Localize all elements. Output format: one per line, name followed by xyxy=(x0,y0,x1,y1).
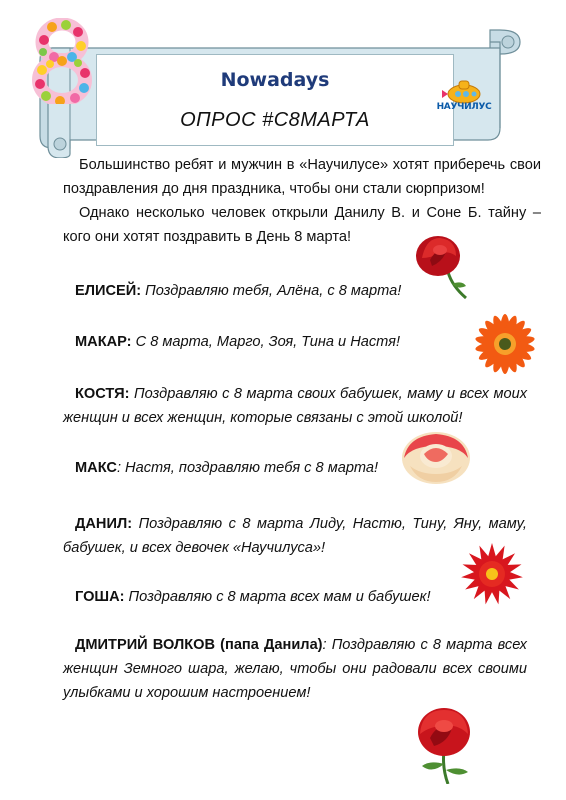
number-eight-flowers-icon xyxy=(30,18,94,104)
orange-gerbera-icon xyxy=(470,312,540,376)
greeting-text: С 8 марта, Марго, Зоя, Тина и Настя! xyxy=(131,334,401,350)
header-banner xyxy=(30,18,530,158)
author-name: МАКАР: xyxy=(75,334,132,350)
greeting-text: Поздравляю с 8 марта всех мам и бабушек! xyxy=(124,589,431,605)
greeting-entry xyxy=(75,330,527,354)
greeting-text: : Поздравляю с 8 марта всех женщин Земного шара, желаю, чтобы они радовали всех своими улыбками и хорошим настроением! xyxy=(63,637,527,701)
logo-wordmark: НАУЧИЛУС xyxy=(436,102,492,112)
author-name: ЕЛИСЕЙ: xyxy=(75,283,142,299)
author-name: МАКС xyxy=(75,460,117,476)
banner-title: Nowadays xyxy=(220,69,330,91)
greeting-entry xyxy=(63,382,527,430)
author-name: ДМИТРИЙ ВОЛКОВ (папа Данила) xyxy=(75,637,323,653)
greeting-text: Поздравляю с 8 марта Лиду, Настю, Тину, Яну, маму, бабушек, и всех девочек «Научилуса»! xyxy=(63,516,527,556)
red-rose-icon xyxy=(408,704,482,784)
greeting-entry xyxy=(63,633,527,705)
nauchilus-logo-icon xyxy=(434,76,494,122)
author-name: КОСТЯ: xyxy=(75,386,130,402)
intro-paragraph: Однако несколько человек открыли Данилу В. и Соне Б. тайну – кого они хотят поздравить в День 8 марта! xyxy=(63,205,541,245)
author-name: ГОША: xyxy=(75,589,125,605)
author-name: ДАНИЛ: xyxy=(75,516,133,532)
red-rose-icon xyxy=(408,228,480,300)
banner-subtitle: ОПРОС #С8МАРТА xyxy=(180,109,370,131)
red-dahlia-icon xyxy=(458,540,526,608)
banner-panel xyxy=(96,54,454,146)
greeting-text: : Настя, поздравляю тебя с 8 марта! xyxy=(116,460,379,476)
intro-paragraph: Большинство ребят и мужчин в «Научилусе» хотят приберечь свои поздравления до дня праздника, чтобы они стали сюрпризом! xyxy=(63,157,541,197)
greeting-text: Поздравляю с 8 марта своих бабушек, маму и всех моих женщин и всех женщин, которые связаны с этой школой! xyxy=(63,386,527,426)
cream-rose-icon xyxy=(398,428,474,486)
greeting-text: Поздравляю тебя, Алёна, с 8 марта! xyxy=(141,283,402,299)
